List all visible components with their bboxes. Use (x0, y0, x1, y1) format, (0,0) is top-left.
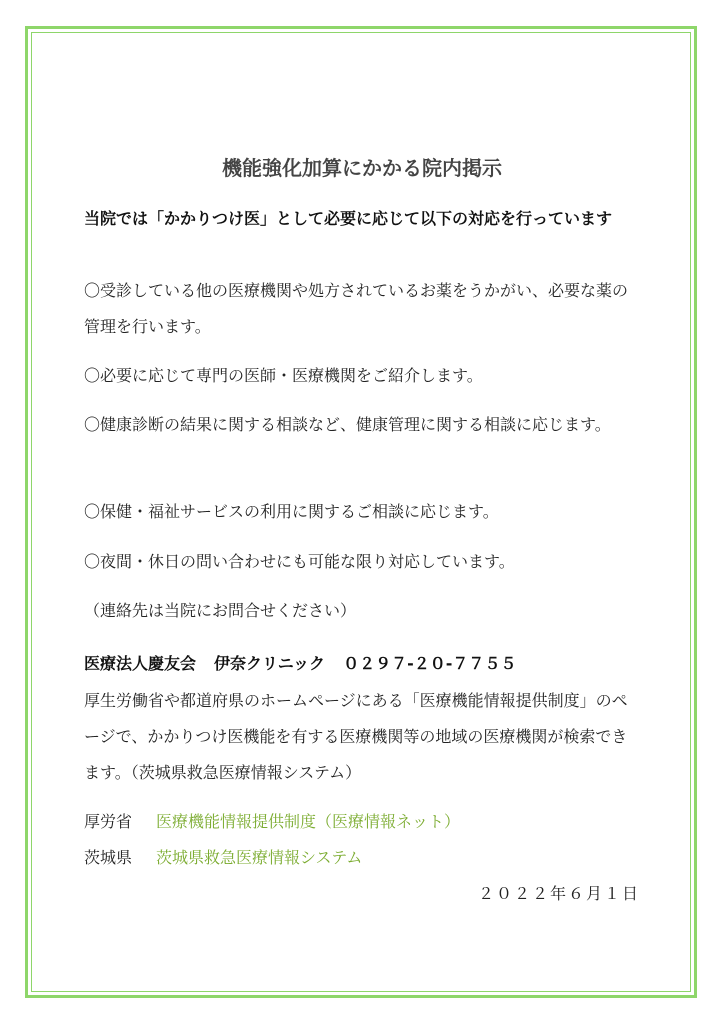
clinic-corporation: 医療法人慶友会 (84, 654, 197, 673)
link-ibaraki-emergency-system[interactable]: 茨城県救急医療情報システム (156, 848, 363, 867)
lead-statement: 当院では「かかりつけ医」として必要に応じて以下の対応を行っています (84, 209, 613, 228)
link-org-ibaraki: 茨城県 (84, 848, 133, 867)
service-item-welfare: 〇保健・福祉サービスの利用に関するご相談に応じます。 (84, 502, 499, 521)
link-medical-info-net[interactable]: 医療機能情報提供制度（医療情報ネット） (156, 812, 461, 831)
link-row-mhlw (84, 804, 640, 840)
clinic-info (84, 646, 640, 682)
page-title: 機能強化加算にかかる院内掲示 (222, 156, 502, 180)
clinic-name: 伊奈クリニック (214, 654, 326, 673)
service-item-health-consult: 〇健康診断の結果に関する相談など、健康管理に関する相談に応じます。 (84, 415, 611, 434)
service-item-night-holiday: 〇夜間・休日の問い合わせにも可能な限り対応しています。 (84, 552, 515, 571)
posting-date: ２０２２年６月１日 (477, 884, 640, 903)
link-org-mhlw: 厚労省 (84, 812, 133, 831)
contact-note: （連絡先は当院にお問合せください） (84, 601, 357, 620)
service-item-referral: 〇必要に応じて専門の医師・医療機関をご紹介します。 (84, 366, 483, 385)
clinic-phone: ０２９７-２０-７７５５ (343, 654, 517, 673)
service-item-medication: 〇受診している他の医療機関や処方されているお薬をうかがい、必要な薬の管理を行います。 (84, 281, 629, 336)
search-info-note: 厚生労働省や都道府県のホームページにある「医療機能情報提供制度」のページで、かかりつけ医機能を有する医療機関等の地域の医療機関が検索できます。（茨城県救急医療情報システム） (84, 691, 628, 782)
link-row-ibaraki (84, 840, 640, 876)
